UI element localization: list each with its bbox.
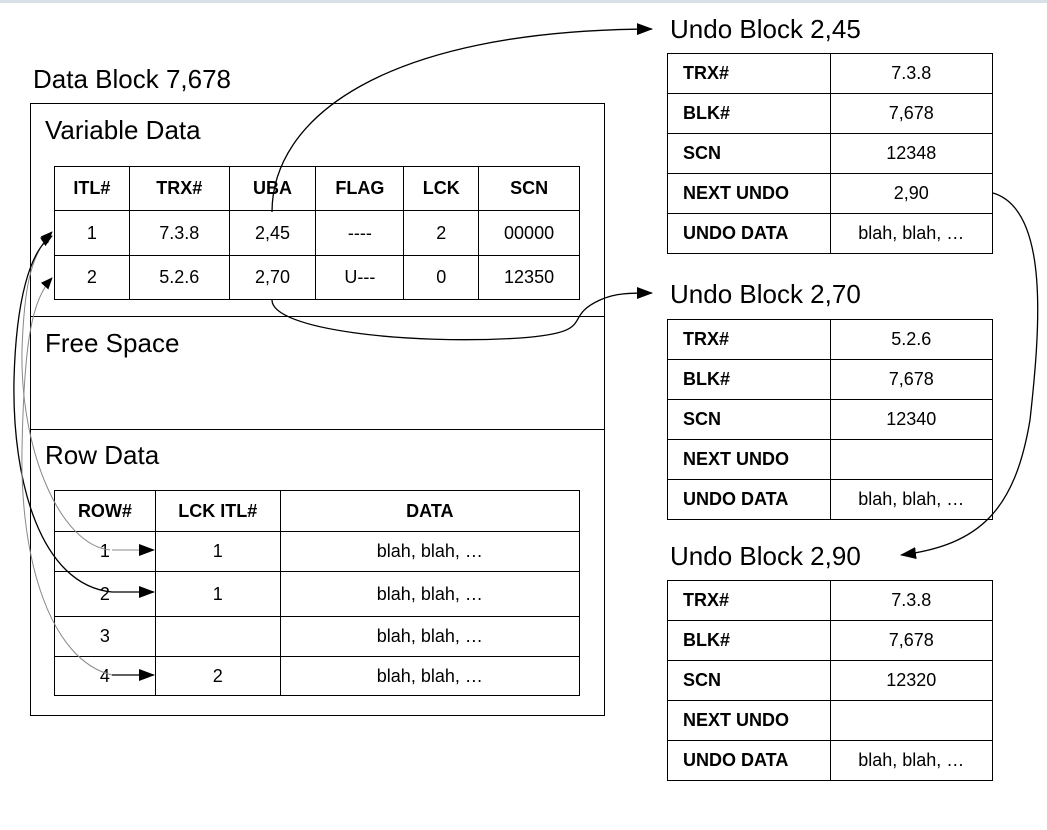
undo-value: 12340	[830, 400, 992, 440]
undo-key: BLK#	[668, 94, 831, 134]
undo-block-table	[667, 580, 993, 781]
itl-header-cell: SCN	[479, 167, 580, 211]
undo-block-title: Undo Block 2,45	[670, 14, 861, 44]
undo-row	[668, 440, 993, 480]
undo-block-title: Undo Block 2,70	[670, 279, 861, 309]
undo-key: NEXT UNDO	[668, 174, 831, 214]
itl-row	[55, 211, 580, 256]
data-block-title: Data Block 7,678	[33, 64, 232, 94]
itl-table	[54, 166, 580, 300]
undo-row	[668, 661, 993, 701]
itl-header-cell: LCK	[404, 167, 479, 211]
undo-row	[668, 701, 993, 741]
row-cell: blah, blah, …	[280, 572, 579, 617]
itl-cell: 2,45	[229, 211, 316, 256]
row-cell: blah, blah, …	[280, 657, 579, 696]
undo-value: 7.3.8	[830, 54, 992, 94]
undo-block-table	[667, 53, 993, 254]
undo-key: TRX#	[668, 320, 831, 360]
row-cell	[155, 617, 280, 657]
itl-cell: 2,70	[229, 256, 316, 300]
undo-row	[668, 581, 993, 621]
itl-cell: 00000	[479, 211, 580, 256]
row-cell: 1	[55, 532, 156, 572]
section-divider	[31, 429, 604, 430]
undo-row	[668, 134, 993, 174]
itl-cell: 2	[404, 211, 479, 256]
undo-block-title: Undo Block 2,90	[670, 541, 861, 571]
itl-cell: U---	[316, 256, 404, 300]
undo-value: blah, blah, …	[830, 214, 992, 254]
undo-row	[668, 54, 993, 94]
undo-value: 2,90	[830, 174, 992, 214]
row-cell: 3	[55, 617, 156, 657]
undo-block-table	[667, 319, 993, 520]
row-cell: 2	[55, 572, 156, 617]
row-cell: 2	[155, 657, 280, 696]
undo-row	[668, 741, 993, 781]
undo-key: NEXT UNDO	[668, 440, 831, 480]
row-cell: 1	[155, 532, 280, 572]
section-divider	[31, 316, 604, 317]
row-header-row	[55, 491, 580, 532]
undo-value: blah, blah, …	[830, 480, 992, 520]
undo-key: SCN	[668, 400, 831, 440]
undo-row	[668, 94, 993, 134]
row-data-row	[55, 657, 580, 696]
undo-row	[668, 214, 993, 254]
variable-data-label: Variable Data	[45, 115, 201, 145]
undo-key: UNDO DATA	[668, 214, 831, 254]
undo-key: BLK#	[668, 360, 831, 400]
row-data-row	[55, 572, 580, 617]
undo-key: NEXT UNDO	[668, 701, 831, 741]
row-header-cell: LCK ITL#	[155, 491, 280, 532]
undo-row	[668, 621, 993, 661]
itl-cell: 1	[55, 211, 130, 256]
undo-key: TRX#	[668, 581, 831, 621]
undo-value: 12320	[830, 661, 992, 701]
undo-row	[668, 480, 993, 520]
itl-cell: 12350	[479, 256, 580, 300]
row-header-cell: DATA	[280, 491, 579, 532]
row-data-row	[55, 532, 580, 572]
undo-value: 7,678	[830, 94, 992, 134]
row-data-label: Row Data	[45, 440, 160, 470]
itl-header-cell: FLAG	[316, 167, 404, 211]
undo-row	[668, 174, 993, 214]
row-cell: blah, blah, …	[280, 617, 579, 657]
undo-key: TRX#	[668, 54, 831, 94]
undo-value: 7,678	[830, 360, 992, 400]
row-cell: 1	[155, 572, 280, 617]
row-cell: blah, blah, …	[280, 532, 579, 572]
row-cell: 4	[55, 657, 156, 696]
itl-header-cell: TRX#	[129, 167, 229, 211]
itl-cell: ----	[316, 211, 404, 256]
undo-value	[830, 701, 992, 741]
itl-header-cell: ITL#	[55, 167, 130, 211]
undo-value	[830, 440, 992, 480]
undo-row	[668, 400, 993, 440]
undo-value: 12348	[830, 134, 992, 174]
undo-key: SCN	[668, 661, 831, 701]
undo-key: UNDO DATA	[668, 480, 831, 520]
itl-row	[55, 256, 580, 300]
undo-row	[668, 320, 993, 360]
undo-value: blah, blah, …	[830, 741, 992, 781]
itl-cell: 0	[404, 256, 479, 300]
row-table	[54, 490, 580, 696]
top-border	[0, 0, 1047, 3]
undo-value: 7,678	[830, 621, 992, 661]
itl-cell: 5.2.6	[129, 256, 229, 300]
undo-value: 5.2.6	[830, 320, 992, 360]
undo-value: 7.3.8	[830, 581, 992, 621]
itl-header-cell: UBA	[229, 167, 316, 211]
row-data-row	[55, 617, 580, 657]
undo-key: UNDO DATA	[668, 741, 831, 781]
undo-key: SCN	[668, 134, 831, 174]
itl-header-row	[55, 167, 580, 211]
row-header-cell: ROW#	[55, 491, 156, 532]
undo-row	[668, 360, 993, 400]
itl-cell: 2	[55, 256, 130, 300]
undo-key: BLK#	[668, 621, 831, 661]
itl-cell: 7.3.8	[129, 211, 229, 256]
free-space-label: Free Space	[45, 328, 180, 358]
